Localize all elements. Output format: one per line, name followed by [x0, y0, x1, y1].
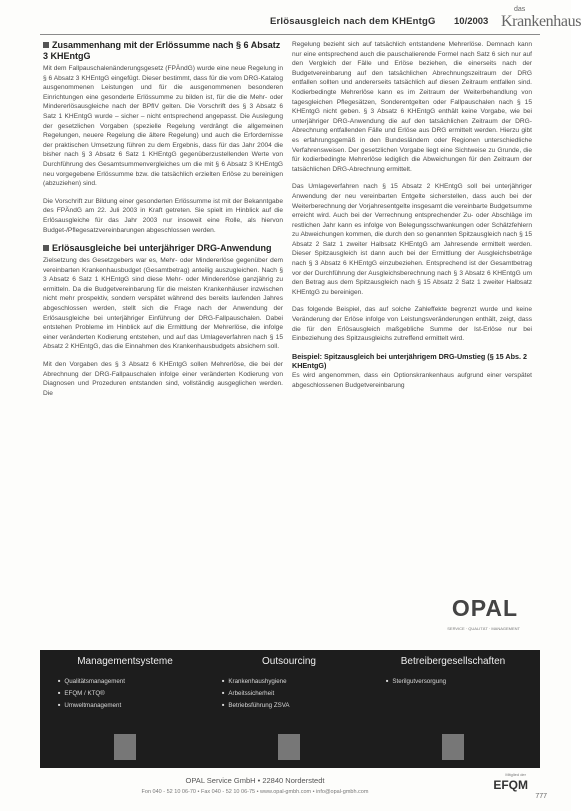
heading-bullet-icon — [43, 42, 49, 48]
ad-photo — [278, 734, 300, 760]
ad-contact-line: Fon 040 - 52 10 06-70 • Fax 040 - 52 10 06-75 • www.opal-gmbh.com • info@opal-gmbh.com — [141, 789, 369, 795]
section-heading: Zusammenhang mit der Erlössumme nach § 6 Absatz 3 KHEntgG — [43, 40, 281, 61]
left-column — [43, 40, 283, 406]
ad-list-item: ■ Qualitätsmanagement — [58, 675, 206, 687]
ad-photo — [114, 734, 136, 760]
ad-list-item: ■ Betriebsführung ZSVA — [222, 699, 370, 711]
efqm-logo: EFQM — [493, 778, 528, 792]
journal-logo: Krankenhaus — [501, 13, 581, 30]
ad-column-title: Managementsysteme — [77, 656, 173, 667]
paragraph: Regelung bezieht sich auf tatsächlich entstandene Mehrerlöse. Demnach kann nur eine entsprechend auch die pauschalierende Formel nach Satz 6 sich nur auf den Vergleich der Fälle und Erlöse beziehen, die einerseits nach der Budgetvereinbarung auf den tatsächlichen Abrechnungszeitraum der DRG entfallen sollten und andererseits tatsächlich auf diesen Zeitraum entfallen sind. Kodierbedingte Mehrerlöse kann es im Zeitraum der Weiterbehandlung von tagesgleichen Pflegesätzen, Sonderentgelten oder Fallpauschalen nach § 15 KHEntgG nicht geben. § 3 Absatz 6 KHEntgG enthält keine Vorgabe, wie bei unterjähriger DRG-Anwendung die auf den tatsächlichen Zeitraum der DRG-Abrechnung entfallenden Fälle und Erlöse aus DRG ermittelt werden. Hierzu gibt es erfahrungsgemäß in den Bundesländern oder Regionen unterschiedliche Verfahrensweisen. Der gesetzlichen Vorgabe liegt eine Sichtweise zu Grunde, die für kodierbedingte Mehrerlöse lediglich die Abweichungen für den Zeitraum der tatsächlichen DRG-Abrechnung ermittelt. — [292, 41, 532, 173]
ad-list-item: ■ Arbeitssicherheit — [222, 687, 370, 699]
ad-column-managementsysteme — [44, 656, 206, 711]
heading-bullet-icon — [43, 245, 49, 251]
paragraph: Zielsetzung des Gesetzgebers war es, Mehr- oder Mindererlöse gegenüber dem vereinbarten Krankenhausbudget (Gesamtbetrag) anteilig auszugleichen. Nach § 3 Absatz 6 Satz 1 KHEntgG sind diese Mehr- oder Mindererlöse ganzjährig zu ermitteln. Da die Budgetvereinbarung für die meisten Krankenhäuser inzwischen nicht mehr prospektiv, sondern verspätet während des bereits laufenden Jahres abgeschlossen werden, stellt sich die Frage nach der Anwendung der Erlösausgleiche bei unterjähriger Einführung der DRG-Fallpauschalen. Dabei entstehen Probleme im Hinblick auf die Ermittlung der Mehrerlöse, die infolge einer veränderten Kodierung entstehen, und auf das Umlageverfahren nach § 15 Absatz 2 KHEntgG, das die Einnahmen des Krankenhausbudgets absichern soll. — [43, 257, 283, 351]
paragraph: Mit dem Fallpauschalenänderungsgesetz (FPÄndG) wurde eine neue Regelung in § 6 Absatz 3 KHEntgG eingefügt. Dieser bestimmt, dass für die vom DRG-Katalog ausgenommenen Leistungen und für die ausgenommenen besonderen Einrichtungen eine gesonderte Erlössumme zu bilden ist, für die die Mehr- oder Mindererlösausgleiche nach der BPflV gelten. Die Vorschrift des § 3 Absatz 6 Satz 1 KHEntgG wurde – sicher – nicht entsprechend angepasst. Die Auslegung der gesetzlichen Vorgaben (spezielle Regelung verdrängt die allgemeinen Regelungen, neuere Regelung die ältere Regelung) und auch die Erfordernisse der praktischen Umsetzung führen zu dem Ergebnis, dass für das Jahr 2004 die bisher nach § 3 Absatz 6 Satz 1 KHEntgG gegenüberzustellenden Werte von Durchführung des Gesamtsummenvergleiches um die mit § 6 Absatz 3 KHEntgG neu vorgegebene Erlössumme bzw. die tatsächlich erzielten Erlöse zu bereinigen (abzuziehen) sind. — [43, 65, 283, 188]
paragraph: Es wird angenommen, dass ein Optionskrankenhaus aufgrund einer verspätet abgeschlossenen Budgetvereinbarung — [292, 372, 532, 389]
opal-logo-tagline: SERVICE · QUALITÄT · MANAGEMENT — [447, 626, 520, 631]
ad-services-band — [40, 650, 540, 768]
opal-logo: OPAL — [451, 595, 518, 621]
ad-column-title: Betreibergesellschaften — [400, 656, 506, 667]
running-title: Erlösausgleich nach dem KHEntgG — [270, 16, 436, 27]
section-heading: Erlösausgleiche bei unterjähriger DRG-Anwendung — [43, 243, 283, 254]
paragraph: Mit den Vorgaben des § 3 Absatz 6 KHEntgG sollen Mehrerlöse, die bei der Abrechnung der DRG-Fallpauschalen infolge einer veränderten Kodierung von Diagnosen und Prozeduren entstanden sind, vollständig ausgeglichen werden. Die — [43, 361, 283, 397]
paragraph: Das Umlageverfahren nach § 15 Absatz 2 KHEntgG soll bei unterjähriger Anwendung der neu vereinbarten Entgelte sicherstellen, dass auch bei der Weiterberechnung der Vorjahresentgelte insgesamt die vereinbarte Budgetsumme erreicht wird. Auch bei der Verrechnung entsprechender Zu- oder Abschläge im restlichen Jahr kann es infolge von Belegungsschwankungen oder Schätzfehlern zu Abweichungen kommen, die durch den so genannten Spitzausgleich nach § 15 Absatz 2 Satz 1 zweiter Halbsatz KHEntgG am Jahresende ermittelt werden. Dieser Spitzausgleich ist dann auch bei der Ermittlung der Ausgleichsbeträge nach § 3 Absatz 6 KHEntgG einzubeziehen. Entsprechend ist der Gesamtbetrag vor der Durchführung der Ausgleichsberechnung nach § 3 Absatz 6 KHEntgG um den Betrag aus dem Spitzausgleich nach § 15 Absatz 2 Satz 1 zweiter Halbsatz KHEntgG zu bereinigen. — [292, 183, 532, 296]
paragraph: Die Vorschrift zur Bildung einer gesonderten Erlössumme ist mit der Bekanntgabe des FPÄndG am 22. Juli 2003 in Kraft getreten. Sie spielt im Hinblick auf die Erlösausgleiche für das Jahr 2003 nur insoweit eine Rolle, als hiervon Budget-/Pflegesatzvereinbarungen abgeschlossen werden. — [43, 197, 283, 234]
ad-photo — [442, 734, 464, 760]
page-number: 777 — [535, 793, 547, 800]
example-heading: Beispiel: Spitzausgleich bei unterjährigem DRG-Umstieg (§ 15 Abs. 2 KHEntgG) — [292, 351, 527, 371]
ad-list-item: ■ Sterilgutversorgung — [386, 675, 534, 687]
ad-list-item: ■ EFQM / KTQ® — [58, 687, 206, 699]
running-header — [40, 6, 581, 34]
ad-list-item: ■ Umweltmanagement — [58, 699, 206, 711]
ad-list-item: ■ Krankenhaushygiene — [222, 675, 370, 687]
paragraph: Das folgende Beispiel, das auf solche Zahleffekte begrenzt wurde und keine Veränderung der Erlöse infolge von Leistungsveränderungen enthält, zeigt, dass die für den Erlösausgleich maßgebliche Summe der Ist-Erlöse nur bei Einbeziehung des Spitzausgleichs zutreffend ermittelt wird. — [292, 306, 532, 343]
header-rule — [40, 34, 540, 35]
ad-column-betreibergesellschaften — [372, 656, 534, 687]
right-column — [292, 40, 532, 398]
journal-logo-small: das — [514, 6, 526, 13]
ad-member-text: Mitglied der — [505, 772, 526, 777]
issue-number: 10/2003 — [454, 16, 489, 27]
advertisement — [30, 592, 542, 800]
ad-column-title: Outsourcing — [262, 656, 316, 667]
ad-company-line: OPAL Service GmbH • 22840 Norderstedt — [185, 776, 325, 785]
ad-column-outsourcing — [208, 656, 370, 711]
